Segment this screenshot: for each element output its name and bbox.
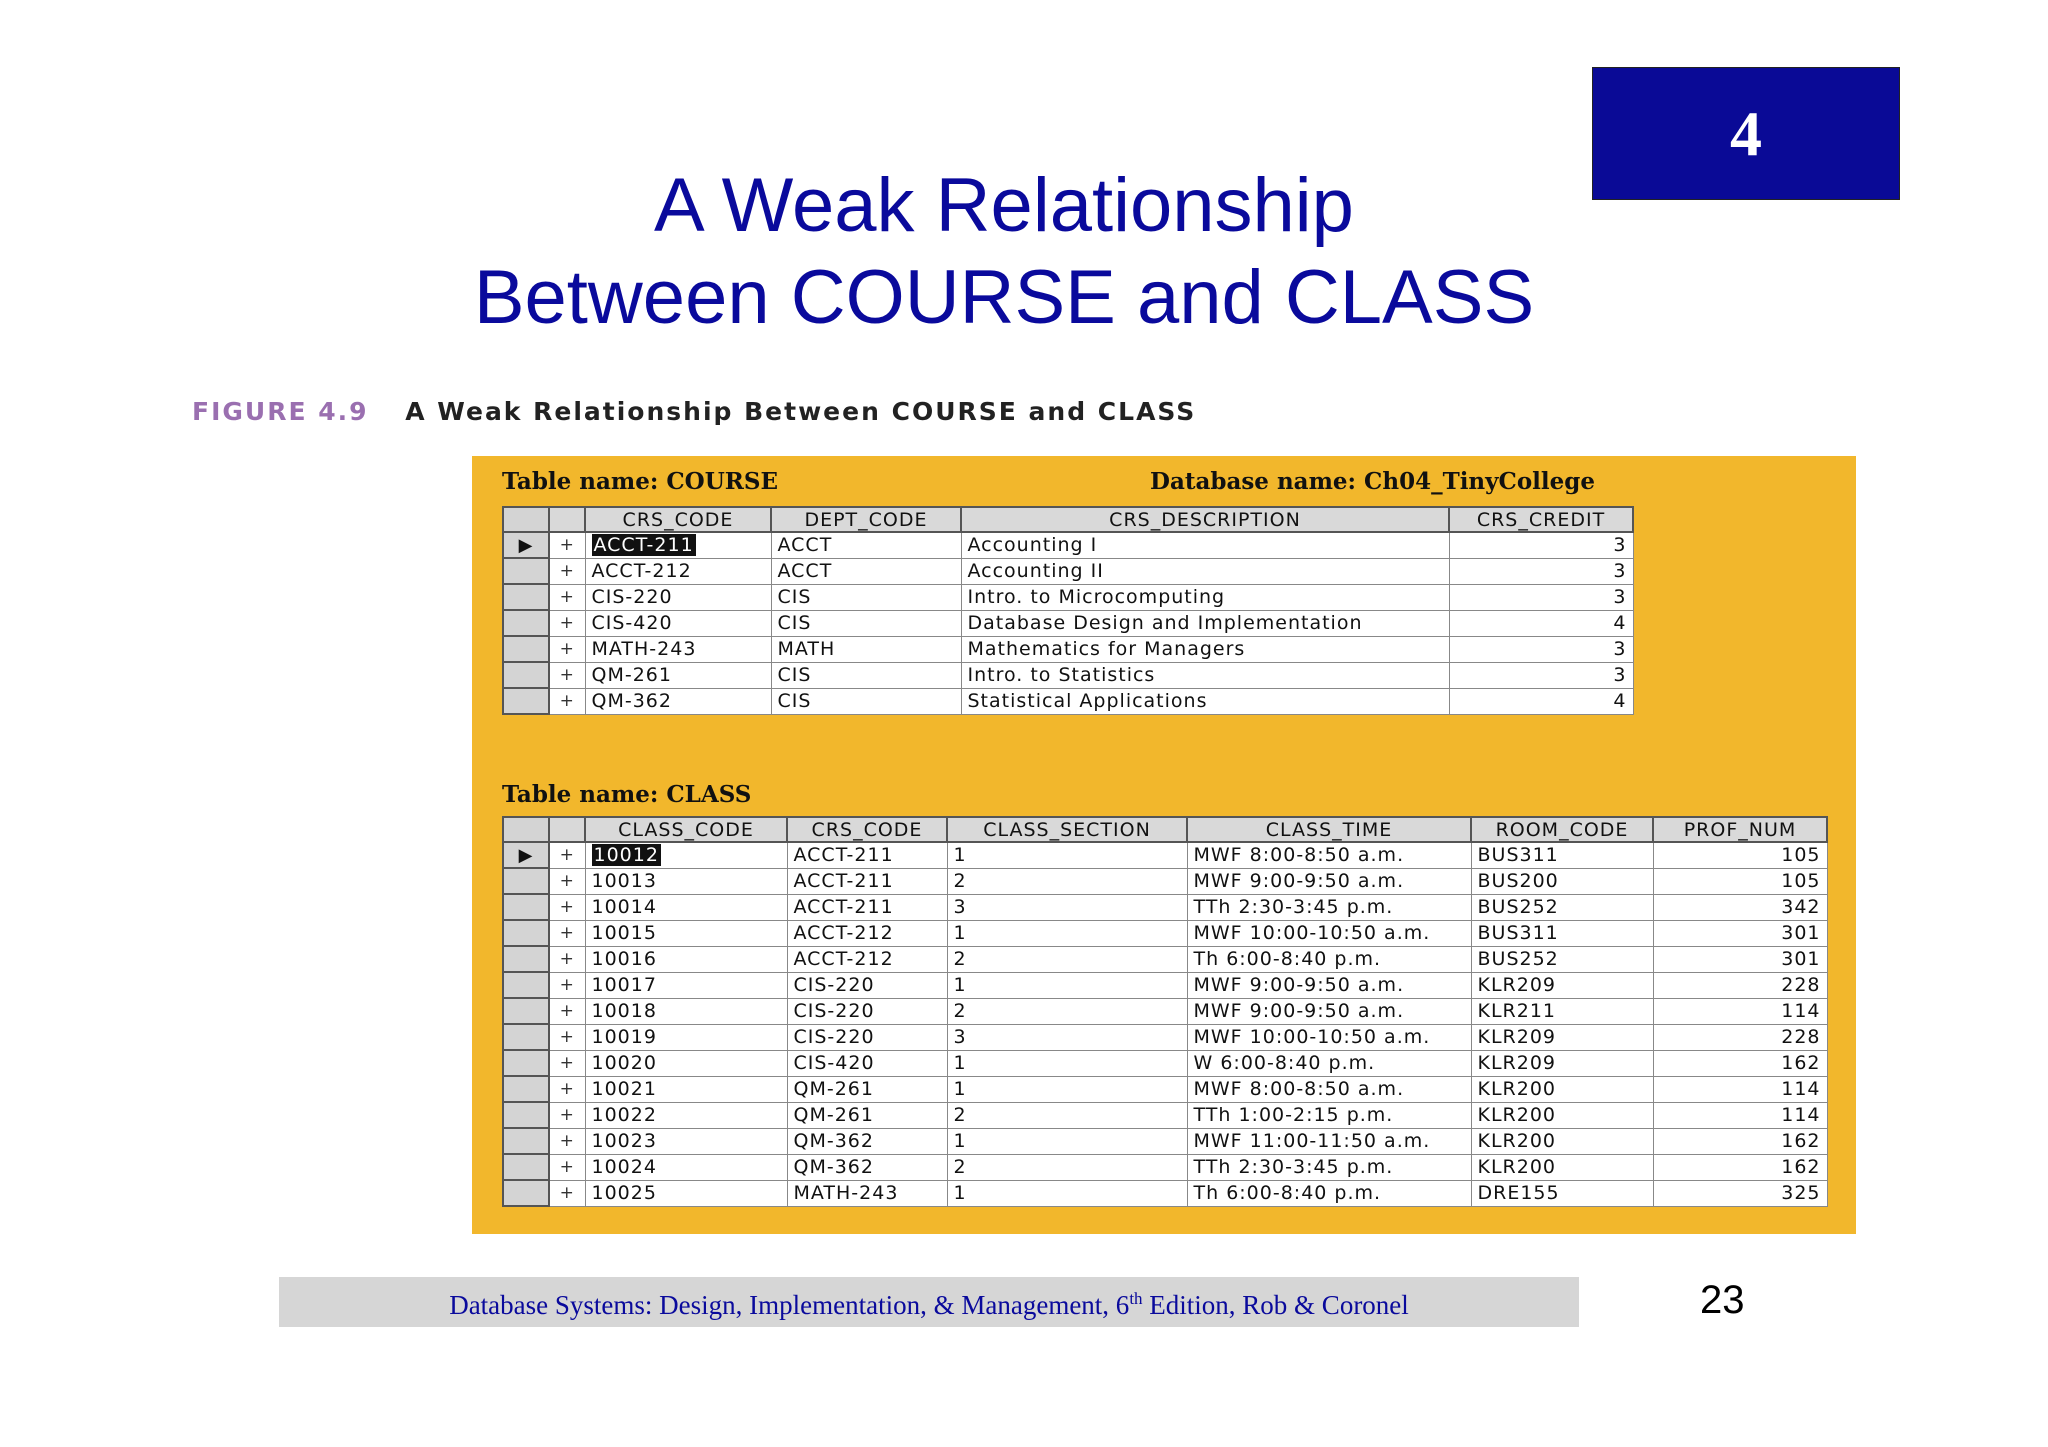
table-cell[interactable]: TTh 2:30-3:45 p.m.	[1187, 1154, 1471, 1180]
record-selector[interactable]	[503, 688, 549, 714]
column-header[interactable]: CLASS_TIME	[1187, 817, 1471, 842]
table-cell[interactable]: Accounting II	[961, 558, 1449, 584]
table-cell[interactable]: 114	[1653, 1076, 1827, 1102]
table-cell[interactable]: DRE155	[1471, 1180, 1653, 1206]
table-cell[interactable]: 10020	[585, 1050, 787, 1076]
record-selector[interactable]	[503, 842, 549, 868]
table-cell[interactable]: 1	[947, 842, 1187, 868]
table-cell[interactable]: 10015	[585, 920, 787, 946]
table-cell[interactable]: KLR200	[1471, 1154, 1653, 1180]
record-selector[interactable]	[503, 636, 549, 662]
expand-column-header	[549, 507, 585, 532]
table-cell[interactable]: TTh 1:00-2:15 p.m.	[1187, 1102, 1471, 1128]
table-cell[interactable]: KLR200	[1471, 1076, 1653, 1102]
table-cell[interactable]: ACCT	[771, 532, 961, 558]
record-selector[interactable]	[503, 1128, 549, 1154]
table-cell[interactable]: CIS	[771, 610, 961, 636]
table-row[interactable]	[503, 1180, 1827, 1206]
table-cell[interactable]: Statistical Applications	[961, 688, 1449, 714]
record-selector[interactable]	[503, 998, 549, 1024]
record-selector[interactable]	[503, 946, 549, 972]
expand-icon[interactable]: +	[549, 636, 585, 662]
record-selector[interactable]	[503, 972, 549, 998]
table-cell[interactable]: Th 6:00-8:40 p.m.	[1187, 946, 1471, 972]
table-row[interactable]	[503, 946, 1827, 972]
column-header[interactable]: CRS_DESCRIPTION	[961, 507, 1449, 532]
table-cell[interactable]: 2	[947, 1154, 1187, 1180]
table-cell[interactable]: 2	[947, 868, 1187, 894]
column-header[interactable]: CRS_CODE	[585, 507, 771, 532]
record-selector[interactable]	[503, 894, 549, 920]
table-cell[interactable]: 301	[1653, 946, 1827, 972]
expand-icon[interactable]: +	[549, 920, 585, 946]
table-cell[interactable]: MWF 8:00-8:50 a.m.	[1187, 1076, 1471, 1102]
footer-citation: Database Systems: Design, Implementation, & Management, 6th Edition, Rob & Coronel	[449, 1289, 1409, 1320]
table-cell[interactable]	[585, 842, 787, 868]
table-cell[interactable]: 301	[1653, 920, 1827, 946]
expand-icon[interactable]: +	[549, 662, 585, 688]
course-table	[502, 506, 1634, 715]
table-row[interactable]	[503, 688, 1633, 714]
table-cell[interactable]: QM-261	[787, 1076, 947, 1102]
record-selector[interactable]	[503, 558, 549, 584]
table-cell[interactable]: QM-261	[585, 662, 771, 688]
table-cell[interactable]: 10021	[585, 1076, 787, 1102]
record-selector[interactable]	[503, 1024, 549, 1050]
table-cell[interactable]: 10019	[585, 1024, 787, 1050]
table-cell[interactable]: Intro. to Microcomputing	[961, 584, 1449, 610]
table-cell[interactable]: MATH-243	[787, 1180, 947, 1206]
table-cell[interactable]: 1	[947, 972, 1187, 998]
table-cell[interactable]: BUS311	[1471, 842, 1653, 868]
record-selector[interactable]	[503, 1102, 549, 1128]
table-row[interactable]	[503, 610, 1633, 636]
table-cell[interactable]: BUS311	[1471, 920, 1653, 946]
table-cell[interactable]: ACCT-211	[787, 894, 947, 920]
table-cell[interactable]: Mathematics for Managers	[961, 636, 1449, 662]
figure-panel	[472, 456, 1856, 1234]
table-cell[interactable]: QM-362	[787, 1128, 947, 1154]
record-selector[interactable]	[503, 1154, 549, 1180]
record-selector[interactable]	[503, 662, 549, 688]
expand-icon[interactable]: +	[549, 972, 585, 998]
table-cell[interactable]: 3	[1449, 532, 1633, 558]
table-row[interactable]	[503, 972, 1827, 998]
expand-icon[interactable]: +	[549, 1102, 585, 1128]
table-row[interactable]	[503, 1128, 1827, 1154]
table-row[interactable]	[503, 558, 1633, 584]
table-cell[interactable]: QM-362	[787, 1154, 947, 1180]
table-cell[interactable]: MWF 11:00-11:50 a.m.	[1187, 1128, 1471, 1154]
table-cell[interactable]: Database Design and Implementation	[961, 610, 1449, 636]
table-cell[interactable]: KLR211	[1471, 998, 1653, 1024]
table-cell[interactable]: 3	[947, 894, 1187, 920]
table-cell[interactable]: 10016	[585, 946, 787, 972]
table-cell[interactable]: MWF 10:00-10:50 a.m.	[1187, 920, 1471, 946]
record-selector[interactable]	[503, 584, 549, 610]
expand-icon[interactable]: +	[549, 1024, 585, 1050]
table-cell[interactable]: 2	[947, 1102, 1187, 1128]
table-cell[interactable]: 10013	[585, 868, 787, 894]
record-selector[interactable]	[503, 610, 549, 636]
table-cell[interactable]: BUS252	[1471, 946, 1653, 972]
current-record-icon: ▶	[518, 535, 534, 556]
database-name: Database name: Ch04_TinyCollege	[1150, 468, 1595, 495]
table-row[interactable]	[503, 998, 1827, 1024]
expand-icon[interactable]: +	[549, 1076, 585, 1102]
table-cell[interactable]: QM-261	[787, 1102, 947, 1128]
table-cell[interactable]: MATH-243	[585, 636, 771, 662]
table-cell[interactable]: BUS200	[1471, 868, 1653, 894]
table-cell[interactable]: 10014	[585, 894, 787, 920]
table-cell[interactable]: QM-362	[585, 688, 771, 714]
column-header[interactable]: CRS_CODE	[787, 817, 947, 842]
record-selector[interactable]	[503, 532, 549, 558]
table-cell[interactable]: CIS-220	[787, 972, 947, 998]
column-header[interactable]: CLASS_CODE	[585, 817, 787, 842]
page-number: 23	[1700, 1278, 1745, 1322]
table-row[interactable]	[503, 532, 1633, 558]
current-record-icon: ▶	[518, 845, 534, 866]
table-cell[interactable]: 228	[1653, 1024, 1827, 1050]
table-cell[interactable]: KLR209	[1471, 1024, 1653, 1050]
table-cell[interactable]: TTh 2:30-3:45 p.m.	[1187, 894, 1471, 920]
chapter-number: 4	[1730, 97, 1762, 169]
expand-icon[interactable]: +	[549, 532, 585, 558]
table-cell[interactable]: CIS-220	[787, 998, 947, 1024]
table-cell[interactable]: CIS-220	[787, 1024, 947, 1050]
column-header[interactable]: ROOM_CODE	[1471, 817, 1653, 842]
record-selector[interactable]	[503, 920, 549, 946]
expand-icon[interactable]: +	[549, 1154, 585, 1180]
table-row[interactable]	[503, 920, 1827, 946]
expand-icon[interactable]: +	[549, 1050, 585, 1076]
table-cell[interactable]: 1	[947, 920, 1187, 946]
table-cell[interactable]: 4	[1449, 610, 1633, 636]
table-cell[interactable]: 3	[1449, 636, 1633, 662]
expand-icon[interactable]: +	[549, 688, 585, 714]
table-cell[interactable]: 3	[1449, 558, 1633, 584]
expand-icon[interactable]: +	[549, 894, 585, 920]
table-cell[interactable]: ACCT	[771, 558, 961, 584]
slide-title-line-2: Between COURSE and CLASS	[473, 255, 1535, 340]
table-cell[interactable]	[585, 532, 771, 558]
table-cell[interactable]: CIS-420	[585, 610, 771, 636]
figure-caption	[192, 397, 1196, 426]
table-cell[interactable]: Th 6:00-8:40 p.m.	[1187, 1180, 1471, 1206]
table-cell[interactable]: CIS-420	[787, 1050, 947, 1076]
table-row[interactable]	[503, 636, 1633, 662]
table-cell[interactable]: ACCT-211	[787, 842, 947, 868]
table-cell[interactable]: 325	[1653, 1180, 1827, 1206]
table-cell[interactable]: ACCT-212	[585, 558, 771, 584]
record-selector-header	[503, 817, 549, 842]
figure-text: A Weak Relationship Between COURSE and CLASS	[405, 397, 1197, 426]
table-cell[interactable]: Intro. to Statistics	[961, 662, 1449, 688]
column-header[interactable]: DEPT_CODE	[771, 507, 961, 532]
record-selector[interactable]	[503, 868, 549, 894]
table-cell[interactable]: MATH	[771, 636, 961, 662]
table-cell[interactable]: 162	[1653, 1128, 1827, 1154]
selected-cell-value: 10012	[593, 844, 659, 867]
record-selector[interactable]	[503, 1180, 549, 1206]
table-cell[interactable]: 3	[1449, 584, 1633, 610]
table-cell[interactable]: 10023	[585, 1128, 787, 1154]
table-cell[interactable]: 1	[947, 1180, 1187, 1206]
table-cell[interactable]: CIS	[771, 662, 961, 688]
class-table-name: Table name: CLASS	[502, 781, 752, 808]
table-cell[interactable]: MWF 9:00-9:50 a.m.	[1187, 868, 1471, 894]
table-cell[interactable]: KLR209	[1471, 1050, 1653, 1076]
expand-icon[interactable]: +	[549, 610, 585, 636]
table-cell[interactable]: CIS	[771, 584, 961, 610]
table-cell[interactable]: MWF 8:00-8:50 a.m.	[1187, 842, 1471, 868]
table-row[interactable]	[503, 842, 1827, 868]
selected-cell-value: ACCT-211	[593, 534, 694, 557]
table-cell[interactable]: 3	[1449, 662, 1633, 688]
table-cell[interactable]: BUS252	[1471, 894, 1653, 920]
table-cell[interactable]: MWF 9:00-9:50 a.m.	[1187, 972, 1471, 998]
table-cell[interactable]: 342	[1653, 894, 1827, 920]
expand-icon[interactable]: +	[549, 868, 585, 894]
record-selector[interactable]	[503, 1076, 549, 1102]
table-cell[interactable]: CIS	[771, 688, 961, 714]
table-row[interactable]	[503, 1154, 1827, 1180]
table-cell[interactable]: 10024	[585, 1154, 787, 1180]
expand-icon[interactable]: +	[549, 998, 585, 1024]
expand-icon[interactable]: +	[549, 842, 585, 868]
table-cell[interactable]: W 6:00-8:40 p.m.	[1187, 1050, 1471, 1076]
column-header[interactable]: PROF_NUM	[1653, 817, 1827, 842]
table-cell[interactable]: CIS-220	[585, 584, 771, 610]
expand-icon[interactable]: +	[549, 1180, 585, 1206]
figure-label: FIGURE 4.9	[192, 397, 369, 426]
table-cell[interactable]: 162	[1653, 1154, 1827, 1180]
table-cell[interactable]: ACCT-211	[787, 868, 947, 894]
table-cell[interactable]: ACCT-212	[787, 946, 947, 972]
table-row[interactable]	[503, 584, 1633, 610]
table-cell[interactable]: 1	[947, 1128, 1187, 1154]
expand-icon[interactable]: +	[549, 584, 585, 610]
table-cell[interactable]: ACCT-212	[787, 920, 947, 946]
table-cell[interactable]: 105	[1653, 842, 1827, 868]
table-cell[interactable]: 2	[947, 946, 1187, 972]
table-cell[interactable]: 10022	[585, 1102, 787, 1128]
record-selector[interactable]	[503, 1050, 549, 1076]
table-cell[interactable]: 10018	[585, 998, 787, 1024]
table-cell[interactable]: Accounting I	[961, 532, 1449, 558]
footer-bar	[279, 1277, 1579, 1327]
table-cell[interactable]: 114	[1653, 998, 1827, 1024]
table-cell[interactable]: KLR200	[1471, 1102, 1653, 1128]
table-cell[interactable]: 10017	[585, 972, 787, 998]
table-cell[interactable]: MWF 10:00-10:50 a.m.	[1187, 1024, 1471, 1050]
table-row[interactable]	[503, 1024, 1827, 1050]
expand-icon[interactable]: +	[549, 558, 585, 584]
table-cell[interactable]: 114	[1653, 1102, 1827, 1128]
table-cell[interactable]: 105	[1653, 868, 1827, 894]
table-cell[interactable]: 2	[947, 998, 1187, 1024]
column-header[interactable]: CRS_CREDIT	[1449, 507, 1633, 532]
class-table	[502, 816, 1828, 1207]
expand-icon[interactable]: +	[549, 946, 585, 972]
table-row[interactable]	[503, 1102, 1827, 1128]
table-cell[interactable]: 4	[1449, 688, 1633, 714]
table-cell[interactable]: 3	[947, 1024, 1187, 1050]
record-selector-header	[503, 507, 549, 532]
table-cell[interactable]: 162	[1653, 1050, 1827, 1076]
course-table-name: Table name: COURSE	[502, 468, 779, 495]
table-row[interactable]	[503, 1050, 1827, 1076]
table-row[interactable]	[503, 868, 1827, 894]
column-header[interactable]: CLASS_SECTION	[947, 817, 1187, 842]
table-cell[interactable]: 228	[1653, 972, 1827, 998]
slide-title-line-1: A Weak Relationship	[654, 163, 1354, 248]
expand-column-header	[549, 817, 585, 842]
table-cell[interactable]: 1	[947, 1050, 1187, 1076]
table-row[interactable]	[503, 662, 1633, 688]
table-cell[interactable]: 10025	[585, 1180, 787, 1206]
expand-icon[interactable]: +	[549, 1128, 585, 1154]
table-row[interactable]	[503, 1076, 1827, 1102]
table-row[interactable]	[503, 894, 1827, 920]
table-cell[interactable]: KLR200	[1471, 1128, 1653, 1154]
table-cell[interactable]: 1	[947, 1076, 1187, 1102]
table-cell[interactable]: KLR209	[1471, 972, 1653, 998]
table-cell[interactable]: MWF 9:00-9:50 a.m.	[1187, 998, 1471, 1024]
